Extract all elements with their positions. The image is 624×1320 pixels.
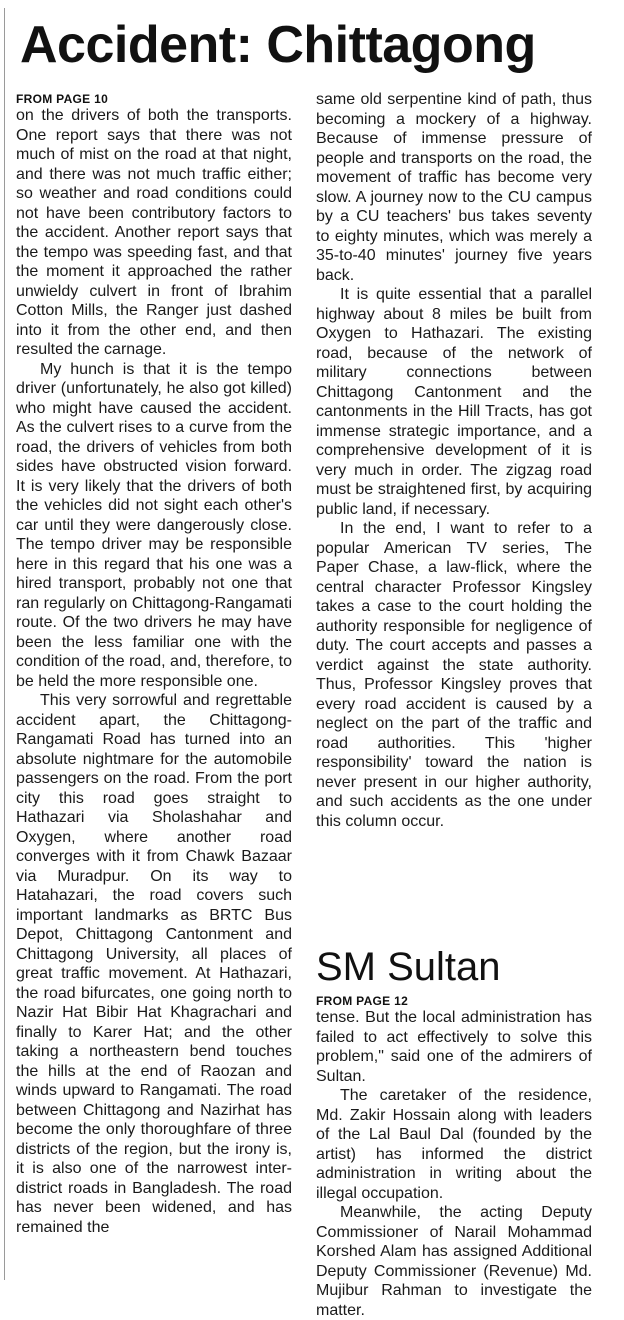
second-story — [316, 944, 592, 1320]
body-paragraph: In the end, I want to refer to a popular American TV series, The Paper Chase, a law-flick, where the central character Professor Kingsley takes a case to the court holding the authority responsible for negligence of duty. The court accepts and passes a verdict against the state authority. Thus, Professor Kingsley proves that every road accident is caused by a neglect on the part of the traffic and road authorities. This 'higher responsibility' toward the nation is never present in our higher authority, and such accidents as the one under this column occur. — [316, 520, 592, 830]
body-paragraph: tense. But the local administration has failed to act effectively to solve this problem," said one of the admirers of Sultan. — [316, 1009, 592, 1085]
body-paragraph: same old serpentine kind of path, thus becoming a mockery of a highway. Because of immense pressure of people and transports on the road, the movement of traffic has become very slow. A journey now to the CU campus by a CU teachers' bus takes seventy to eighty minutes, which was merely a 35-to-40 minutes' journey five years back. — [316, 91, 592, 284]
body-paragraph: This very sorrowful and regrettable accident apart, the Chittagong-Rangamati Road has turned into an absolute nightmare for the automobile passengers on the road. From the port city this road goes straight to Hathazari via Sholashahar and Oxygen, where another road converges with it from Chawk Bazaar via Muradpur. On its way to Hatahazari, the road covers such important landmarks as BRTC Bus Depot, Chittagong Cantonment and Chittagong University, all places of great traffic movement. At Hathazari, the road bifurcates, one going north to Nazir Hat Bibir Hat Khagrachari and finally to Karer Hat; and the other taking a northeastern bend touches the hills at the end of Raozan and winds upward to Rangamati. The road between Chittagong and Nazirhat has become the only thoroughfare of three districts of the region, but the irony is, it is also one of the narrowest inter-district roads in Bangladesh. The road has never been widened, and has remained the — [16, 692, 292, 1236]
body-paragraph: on the drivers of both the transports. One report says that there was not much of mist on the road at that night, and there was not much traffic either; so weather and road conditions could not have been contributory factors to the accident. Another report says that the tempo was speeding fast, and that the moment it approached the rather unwieldy culvert in front of Ibrahim Cotton Mills, the Ranger just dashed into it from the other end, and then resulted the carnage. — [16, 107, 292, 358]
main-story-left-column — [16, 92, 292, 1237]
body-paragraph: It is quite essential that a parallel highway about 8 miles be built from Oxygen to Hathazari. The existing road, because of the network of military connections between Chittagong Cantonment and the cantonments in the Hill Tracts, has got immense strategic importance, and a comprehensive development of it is very much in order. The zigzag road must be straightened first, by acquiring public land, if necessary. — [316, 286, 592, 518]
body-paragraph: My hunch is that it is the tempo driver (unfortunately, he also got killed) who might have caused the accident. As the culvert rises to a curve from the road, the drivers of vehicles from both sides have obstructed vision forward. It is very likely that the drivers of both the vehicles did not sight each other's car until they were dangerously close. The tempo driver may be responsible here in this regard that his one was a hired transport, probably not one that ran regularly on Chittagong-Rangamati route. Of the two drivers he may have been the less familiar one with the condition of the road, and, therefore, to be held the more responsible one. — [16, 360, 292, 690]
main-story-kicker: FROM PAGE 10 — [16, 92, 109, 106]
second-story-headline: SM Sultan — [316, 945, 501, 989]
column-rule — [4, 8, 5, 1280]
page-headline: Accident: Chittagong — [20, 16, 536, 74]
main-story-right-column — [316, 90, 592, 831]
second-story-kicker: FROM PAGE 12 — [316, 994, 409, 1008]
body-paragraph: The caretaker of the residence, Md. Zakir Hossain along with leaders of the Lal Baul Dal (founded by the artist) has informed the district administration in writing about the illegal occupation. — [316, 1087, 592, 1202]
body-paragraph: Meanwhile, the acting Deputy Commissioner of Narail Mohammad Korshed Alam has assigned Additional Deputy Commissioner (Revenue) Md. Mujibur Rahman to investigate the matter. — [316, 1204, 592, 1319]
